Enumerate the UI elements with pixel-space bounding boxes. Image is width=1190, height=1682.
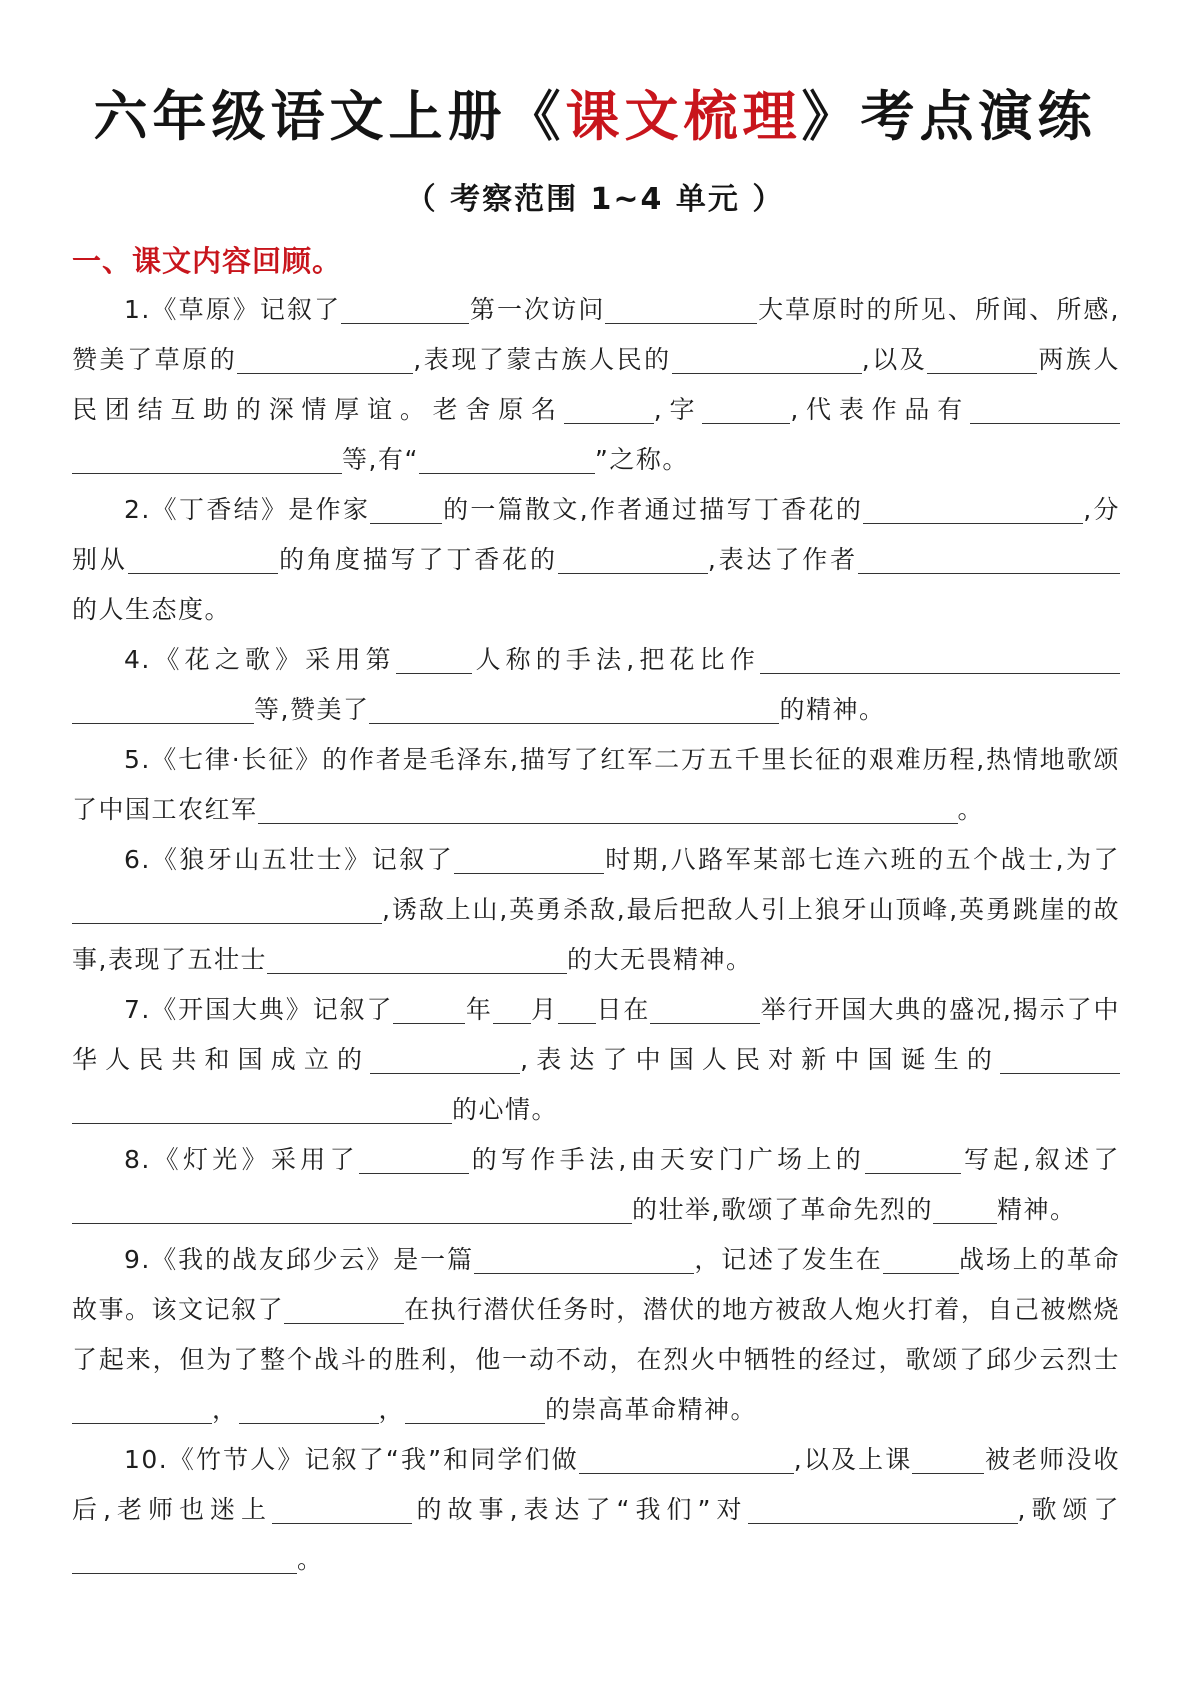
answer-blank[interactable] (474, 1243, 694, 1274)
answer-blank[interactable] (858, 543, 1028, 574)
title-highlight: 课文梳理 (565, 85, 802, 148)
answer-blank[interactable] (1028, 543, 1120, 574)
question-1-text: ,字 (653, 395, 703, 424)
question-10-text: 。 (297, 1545, 324, 1574)
question-2-text: 的人生态度。 (72, 595, 232, 624)
answer-blank[interactable] (883, 1243, 959, 1274)
question-1-text: ,表现了蒙古族人民的 (413, 345, 672, 374)
question-2-text: 的角度描写了丁香花的 (277, 545, 558, 574)
answer-blank[interactable] (396, 643, 472, 674)
question-7-text: 日在 (596, 995, 651, 1024)
answer-blank[interactable] (927, 343, 1037, 374)
question-1-text: 大草原时的所见、所闻、所感,赞美了草原的 (72, 295, 1120, 374)
page-subtitle: （ 考察范围 1~4 单元 ） (405, 182, 785, 217)
answer-blank[interactable] (284, 1293, 404, 1324)
answer-blank[interactable] (672, 343, 862, 374)
question-1-text: ”之称。 (594, 445, 689, 474)
answer-blank[interactable] (564, 393, 654, 424)
section-heading: 一、课文内容回顾。 (72, 244, 343, 278)
answer-blank[interactable] (72, 443, 342, 474)
question-9-text: 9.《我的战友邱少云》是一篇 (124, 1245, 474, 1274)
answer-blank[interactable] (702, 393, 790, 424)
answer-blank[interactable] (650, 993, 760, 1024)
answer-blank[interactable] (72, 1543, 297, 1574)
question-10-text: 的故事,表达了“我们”对 (412, 1495, 748, 1524)
question-4-text: 人称的手法,把花比作 (471, 645, 760, 674)
question-7-text: ,表达了中国人民对新中国诞生的 (520, 1045, 1000, 1074)
answer-blank[interactable] (558, 543, 708, 574)
question-10-text: ,歌颂了 (1017, 1495, 1120, 1524)
question-1-text: 等,有“ (342, 445, 419, 474)
answer-blank[interactable] (341, 293, 469, 324)
question-10-text: 10.《竹节人》记叙了“我”和同学们做 (124, 1445, 579, 1474)
question-2-text: 2.《丁香结》是作家 (124, 495, 371, 524)
question-6-text: 时期,八路军某部七连六班的五个战士,为了 (604, 845, 1120, 874)
answer-blank[interactable] (128, 543, 278, 574)
answer-blank[interactable] (558, 993, 596, 1024)
question-8-text: 8.《灯光》采用了 (124, 1145, 359, 1174)
answer-blank[interactable] (237, 343, 413, 374)
answer-blank[interactable] (454, 843, 604, 874)
question-7-text: 月 (530, 995, 559, 1024)
answer-blank[interactable] (493, 993, 531, 1024)
answer-blank[interactable] (912, 1443, 984, 1474)
answer-blank[interactable] (579, 1443, 794, 1474)
question-9-text: 在执行潜伏任务时，潜伏的地方被敌人炮火打着，自己被燃烧了起来，但为了整个战斗的胜利，他一动不动，在烈火中牺牲的经过，歌颂了邱少云烈士 (72, 1295, 1120, 1374)
question-6-text: 6.《狼牙山五壮士》记叙了 (124, 845, 455, 874)
answer-blank[interactable] (393, 993, 465, 1024)
answer-blank[interactable] (72, 893, 382, 924)
question-1-text: ,以及 (861, 345, 928, 374)
answer-blank[interactable] (863, 493, 1083, 524)
answer-blank[interactable] (405, 1393, 545, 1424)
question-9-text: ，记述了发生在 (693, 1245, 883, 1274)
question-8 (72, 1135, 1120, 1235)
answer-blank[interactable] (369, 693, 779, 724)
question-7 (72, 985, 1120, 1135)
answer-blank[interactable] (748, 1493, 1018, 1524)
answer-blank[interactable] (419, 443, 595, 474)
question-9-text: 的崇高革命精神。 (545, 1395, 758, 1424)
question-8-text: 精神。 (996, 1195, 1077, 1224)
answer-blank[interactable] (933, 1193, 997, 1224)
answer-blank[interactable] (970, 393, 1120, 424)
question-5-text: 5.《七律·长征》的作者是毛泽东,描写了红军二万五千里长征的艰难历程,热情地歌颂了中国工农红军 (72, 745, 1120, 824)
question-7-text: 7.《开国大典》记叙了 (124, 995, 394, 1024)
question-9-text: ， (212, 1395, 239, 1424)
question-10 (72, 1435, 1120, 1585)
question-6-text: ,诱敌上山,英勇杀敌,最后把敌人引上狼牙山顶峰,英勇跳崖的故事,表现了五壮士 (72, 895, 1120, 974)
question-2-text: ,分别从 (72, 495, 1120, 574)
answer-blank[interactable] (760, 643, 1120, 674)
question-8-text: 的写作手法,由天安门广场上的 (468, 1145, 866, 1174)
answer-blank[interactable] (272, 1493, 412, 1524)
question-4 (72, 635, 1120, 735)
answer-blank[interactable] (239, 1393, 379, 1424)
question-2-text: 的一篇散文,作者通过描写丁香花的 (442, 495, 864, 524)
question-6 (72, 835, 1120, 985)
question-5-text: 。 (957, 795, 985, 824)
question-list (72, 285, 1120, 1585)
question-1-text: 两族人民团结互助的深情厚谊。老舍原名 (72, 345, 1120, 424)
answer-blank[interactable] (72, 1393, 212, 1424)
question-7-text: 举行开国大典的盛况,揭示了中华人民共和国成立的 (72, 995, 1120, 1074)
answer-blank[interactable] (1000, 1043, 1120, 1074)
question-8-text: 写起,叙述了 (961, 1145, 1120, 1174)
page-title (0, 82, 1190, 152)
question-9-text: ， (378, 1395, 406, 1424)
question-4-text: 的精神。 (779, 695, 886, 724)
question-4-text: 4.《花之歌》采用第 (124, 645, 396, 674)
answer-blank[interactable] (370, 493, 442, 524)
question-2 (72, 485, 1120, 635)
answer-blank[interactable] (72, 1093, 452, 1124)
question-10-text: 被老师没收后,老师也迷上 (72, 1445, 1120, 1524)
question-7-text: 的心情。 (452, 1095, 559, 1124)
question-8-text: 的壮举,歌颂了革命先烈的 (632, 1195, 933, 1224)
question-9-text: 战场上的革命故事。该文记叙了 (72, 1245, 1120, 1324)
question-2-text: ,表达了作者 (707, 545, 858, 574)
answer-blank[interactable] (258, 793, 958, 824)
answer-blank[interactable] (359, 1143, 469, 1174)
question-10-text: ,以及上课 (793, 1445, 913, 1474)
answer-blank[interactable] (72, 693, 254, 724)
question-4-text: 等,赞美了 (254, 695, 370, 724)
title-prefix: 六年级语文上册《 (93, 85, 566, 148)
question-1 (72, 285, 1120, 485)
answer-blank[interactable] (605, 293, 757, 324)
title-suffix: 》考点演练 (801, 85, 1097, 148)
question-7-text: 年 (465, 995, 493, 1024)
question-6-text: 的大无畏精神。 (566, 945, 753, 974)
question-9 (72, 1235, 1120, 1435)
question-1-text: 第一次访问 (469, 295, 606, 324)
question-5 (72, 735, 1120, 835)
answer-blank[interactable] (72, 1193, 632, 1224)
answer-blank[interactable] (370, 1043, 520, 1074)
question-1-text: 1.《草原》记叙了 (124, 295, 342, 324)
question-1-text: ,代表作品有 (790, 395, 970, 424)
answer-blank[interactable] (267, 943, 567, 974)
answer-blank[interactable] (865, 1143, 961, 1174)
